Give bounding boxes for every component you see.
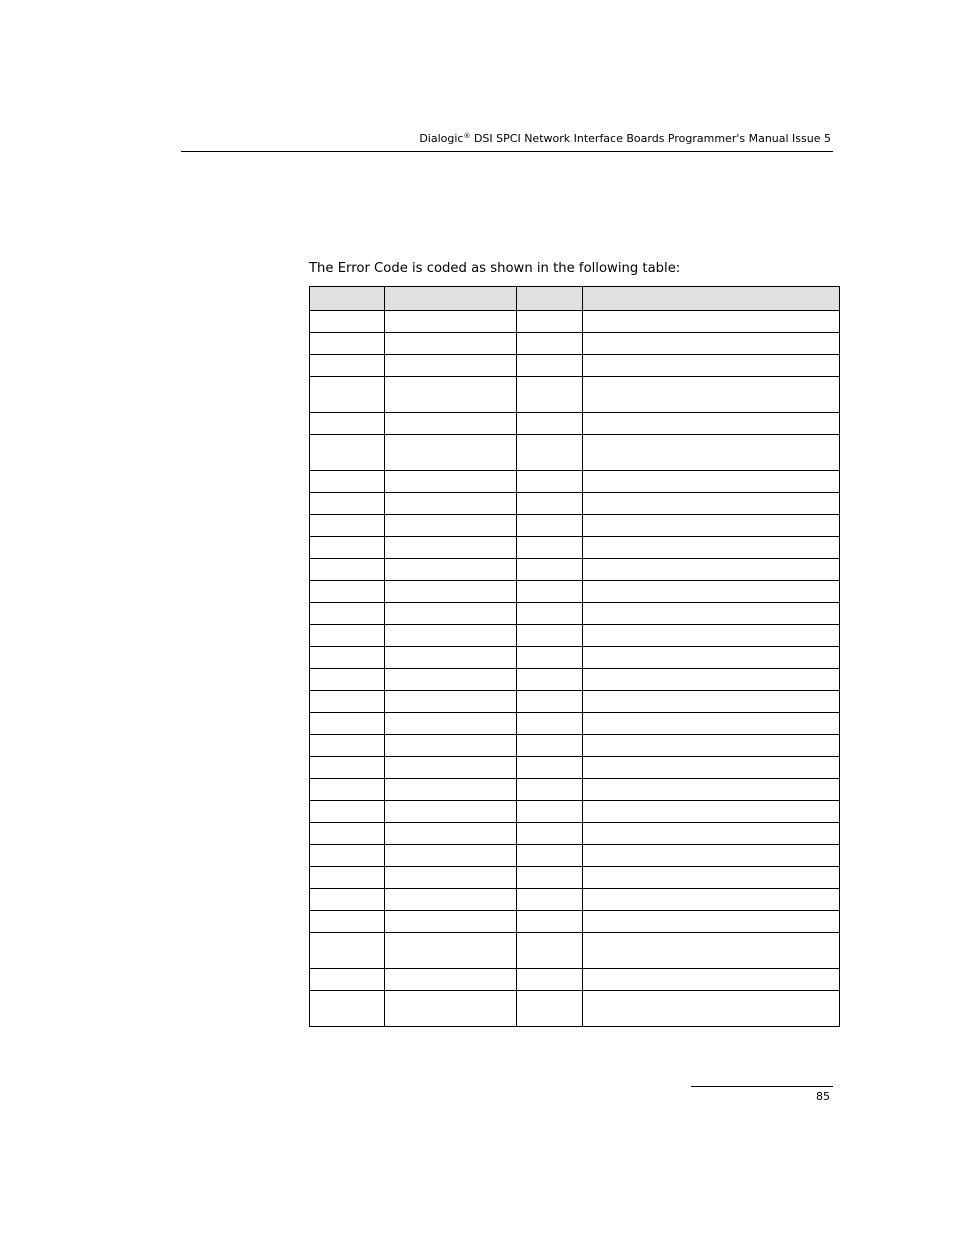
table-cell — [385, 603, 517, 625]
table-cell — [385, 801, 517, 823]
table-cell — [385, 559, 517, 581]
table-header-row — [310, 287, 840, 311]
table-cell — [310, 333, 385, 355]
table-cell — [517, 735, 583, 757]
table-cell — [385, 333, 517, 355]
table-cell — [583, 377, 840, 413]
table-cell — [517, 311, 583, 333]
table-cell — [517, 537, 583, 559]
table-cell — [583, 845, 840, 867]
table-cell — [385, 493, 517, 515]
table-cell — [583, 991, 840, 1027]
table-cell — [310, 647, 385, 669]
table-cell — [310, 603, 385, 625]
column-header — [385, 287, 517, 311]
table-cell — [385, 377, 517, 413]
table-cell — [385, 933, 517, 969]
table-row — [310, 735, 840, 757]
table-row — [310, 311, 840, 333]
table-cell — [517, 581, 583, 603]
table-row — [310, 757, 840, 779]
column-header — [517, 287, 583, 311]
table-body — [310, 311, 840, 1027]
table-cell — [583, 647, 840, 669]
table-cell — [517, 355, 583, 377]
table-cell — [583, 581, 840, 603]
column-header — [310, 287, 385, 311]
table-cell — [583, 537, 840, 559]
table-cell — [310, 471, 385, 493]
table-cell — [310, 779, 385, 801]
table-cell — [385, 779, 517, 801]
table-cell — [385, 537, 517, 559]
table-cell — [385, 911, 517, 933]
table-cell — [310, 969, 385, 991]
table-cell — [310, 625, 385, 647]
table-cell — [310, 377, 385, 413]
table-cell — [385, 757, 517, 779]
table-cell — [517, 889, 583, 911]
table-row — [310, 911, 840, 933]
table-cell — [385, 647, 517, 669]
table-row — [310, 801, 840, 823]
table-cell — [310, 559, 385, 581]
table-row — [310, 823, 840, 845]
page-number: 85 — [816, 1090, 830, 1103]
table-row — [310, 933, 840, 969]
table-row — [310, 515, 840, 537]
table-cell — [583, 603, 840, 625]
table-cell — [583, 735, 840, 757]
table-row — [310, 845, 840, 867]
table-row — [310, 581, 840, 603]
table-row — [310, 603, 840, 625]
table-cell — [583, 515, 840, 537]
table-cell — [385, 355, 517, 377]
table-cell — [517, 377, 583, 413]
table-cell — [385, 735, 517, 757]
table-cell — [310, 493, 385, 515]
table-cell — [583, 779, 840, 801]
table-row — [310, 537, 840, 559]
table-cell — [583, 355, 840, 377]
table-cell — [385, 669, 517, 691]
table-cell — [517, 603, 583, 625]
table-cell — [385, 691, 517, 713]
table-cell — [583, 435, 840, 471]
table-cell — [310, 845, 385, 867]
table-cell — [517, 801, 583, 823]
table-row — [310, 625, 840, 647]
table-cell — [385, 823, 517, 845]
table-row — [310, 355, 840, 377]
table-cell — [310, 801, 385, 823]
table-cell — [583, 889, 840, 911]
table-cell — [517, 691, 583, 713]
table-cell — [385, 311, 517, 333]
table-row — [310, 493, 840, 515]
table-cell — [385, 889, 517, 911]
table-cell — [517, 493, 583, 515]
table-cell — [310, 413, 385, 435]
table-cell — [310, 713, 385, 735]
table-cell — [385, 581, 517, 603]
table-cell — [583, 669, 840, 691]
table-row — [310, 435, 840, 471]
table-row — [310, 413, 840, 435]
table-cell — [517, 669, 583, 691]
table-row — [310, 647, 840, 669]
registered-mark: ® — [463, 132, 471, 140]
table-cell — [517, 779, 583, 801]
table-cell — [310, 515, 385, 537]
table-cell — [583, 757, 840, 779]
table-cell — [385, 991, 517, 1027]
table-cell — [517, 413, 583, 435]
column-header — [583, 287, 840, 311]
table-cell — [517, 625, 583, 647]
header-brand: Dialogic — [419, 132, 464, 145]
table-cell — [517, 435, 583, 471]
table-cell — [517, 333, 583, 355]
table-cell — [310, 435, 385, 471]
table-cell — [517, 515, 583, 537]
table-cell — [385, 625, 517, 647]
table-cell — [310, 537, 385, 559]
table-cell — [583, 911, 840, 933]
table-row — [310, 471, 840, 493]
table-cell — [385, 969, 517, 991]
table-cell — [385, 515, 517, 537]
table-row — [310, 669, 840, 691]
table-cell — [310, 581, 385, 603]
table-cell — [310, 911, 385, 933]
table-cell — [583, 933, 840, 969]
table-cell — [310, 757, 385, 779]
table-cell — [385, 867, 517, 889]
error-code-table — [309, 286, 840, 1027]
table-cell — [583, 867, 840, 889]
table-cell — [310, 311, 385, 333]
table-cell — [517, 845, 583, 867]
table-row — [310, 333, 840, 355]
table-cell — [310, 691, 385, 713]
table-row — [310, 377, 840, 413]
table-cell — [583, 625, 840, 647]
table-row — [310, 559, 840, 581]
table-cell — [385, 471, 517, 493]
table-cell — [385, 713, 517, 735]
table-cell — [310, 889, 385, 911]
table-cell — [517, 713, 583, 735]
table-row — [310, 779, 840, 801]
table-row — [310, 969, 840, 991]
running-header — [419, 132, 831, 145]
table-cell — [517, 867, 583, 889]
table-cell — [310, 867, 385, 889]
table-cell — [310, 355, 385, 377]
table-cell — [310, 735, 385, 757]
header-title: DSI SPCI Network Interface Boards Programmer's Manual Issue 5 — [470, 132, 831, 145]
table-cell — [517, 991, 583, 1027]
table-cell — [583, 823, 840, 845]
table-cell — [583, 471, 840, 493]
table-cell — [583, 969, 840, 991]
intro-paragraph: The Error Code is coded as shown in the following table: — [309, 261, 681, 276]
table-cell — [583, 713, 840, 735]
table-cell — [517, 933, 583, 969]
table-cell — [583, 493, 840, 515]
table-row — [310, 691, 840, 713]
table-cell — [517, 823, 583, 845]
table-cell — [310, 933, 385, 969]
table-cell — [310, 669, 385, 691]
table-cell — [517, 969, 583, 991]
table-cell — [583, 333, 840, 355]
table-row — [310, 991, 840, 1027]
table-cell — [310, 823, 385, 845]
table-cell — [583, 413, 840, 435]
footer-rule — [691, 1086, 833, 1087]
table-cell — [517, 757, 583, 779]
table-cell — [385, 413, 517, 435]
table-cell — [385, 845, 517, 867]
table-row — [310, 713, 840, 735]
table-cell — [517, 559, 583, 581]
table-row — [310, 867, 840, 889]
table-row — [310, 889, 840, 911]
table-cell — [517, 647, 583, 669]
table-cell — [583, 691, 840, 713]
header-rule — [181, 151, 833, 152]
table-cell — [583, 559, 840, 581]
table-cell — [583, 311, 840, 333]
table-cell — [310, 991, 385, 1027]
table-cell — [517, 911, 583, 933]
table-cell — [517, 471, 583, 493]
table-cell — [583, 801, 840, 823]
table-cell — [385, 435, 517, 471]
